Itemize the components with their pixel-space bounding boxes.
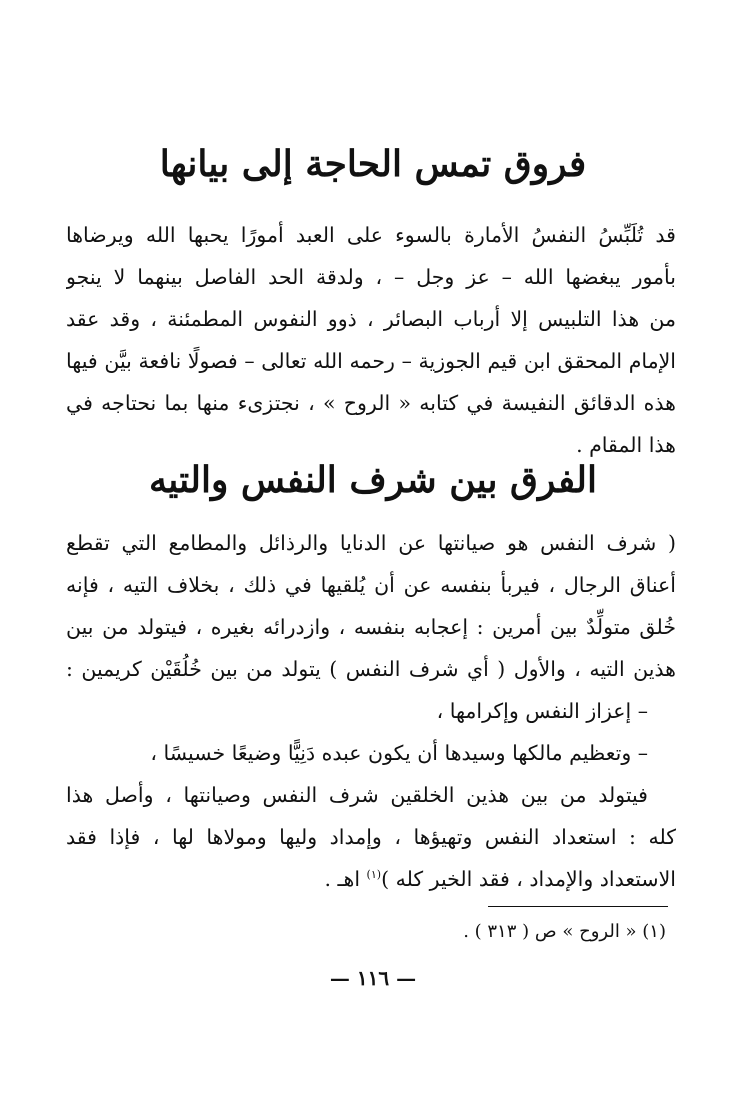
intro-paragraph bbox=[66, 214, 676, 466]
list-item: – وتعظيم مالكها وسيدها أن يكون عبده دَنِيًّا وضيعًا خسيسًا ، bbox=[150, 741, 648, 765]
list-item: – إعزاز النفس وإكرامها ، bbox=[436, 699, 648, 723]
paragraph-line-text: الاستعداد والإمداد ، فقد الخير كله ) bbox=[381, 867, 676, 891]
subsection-heading: الفرق بين شرف النفس والتيه bbox=[148, 459, 598, 501]
paragraph-line: فيتولد من بين هذين الخلقين شرف النفس وصيانتها ، وأصل هذا bbox=[66, 783, 648, 807]
paragraph-line: بأمور يبغضها الله – عز وجل – ، ولدقة الحد الفاصل بينهما لا ينجو bbox=[66, 265, 676, 289]
footnote-divider bbox=[488, 906, 668, 907]
paragraph-line bbox=[66, 858, 676, 900]
paragraph-line: قد تُلَبِّسُ النفسُ الأمارة بالسوء على العبد أمورًا يحبها الله ويرضاها bbox=[66, 223, 676, 247]
paragraph-line: كله : استعداد النفس وتهيؤها ، وإمداد وليها ومولاها لها ، فإذا فقد bbox=[66, 825, 676, 849]
paragraph-line: ( شرف النفس هو صيانتها عن الدنايا والرذائل والمطامع التي تقطع bbox=[66, 531, 676, 555]
paragraph-line: أعناق الرجال ، فيربأ بنفسه عن أن يُلقيها في ذلك ، بخلاف التيه ، فإنه bbox=[66, 573, 676, 597]
page-number: — ١١٦ — bbox=[329, 966, 417, 990]
paragraph-line: خُلق متولِّدٌ بين أمرين : إعجابه بنفسه ، وازدرائه بغيره ، فيتولد من بين bbox=[66, 615, 676, 639]
paragraph-line: هذه الدقائق النفيسة في كتابه « الروح » ، نجتزىء منها بما نحتاجه في bbox=[66, 391, 676, 415]
paragraph-line: هذين التيه ، والأول ( أي شرف النفس ) يتولد من بين خُلُقَيْن كريمين : bbox=[66, 657, 676, 681]
footnote-reference[interactable]: (١) bbox=[366, 868, 382, 882]
paragraph-line: هذا المقام . bbox=[576, 433, 676, 457]
paragraph-end-text: اهـ . bbox=[324, 867, 367, 891]
paragraph-line: من هذا التلبيس إلا أرباب البصائر ، ذوو النفوس المطمئنة ، وقد عقد bbox=[66, 307, 676, 331]
section-heading: فروق تمس الحاجة إلى بيانها bbox=[159, 143, 587, 185]
paragraph-line: الإمام المحقق ابن قيم الجوزية – رحمه الله تعالى – فصولًا نافعة بيَّن فيها bbox=[66, 349, 676, 373]
footnote: (١) « الروح » ص ( ٣١٣ ) . bbox=[463, 921, 666, 942]
quote-paragraph bbox=[66, 522, 676, 900]
